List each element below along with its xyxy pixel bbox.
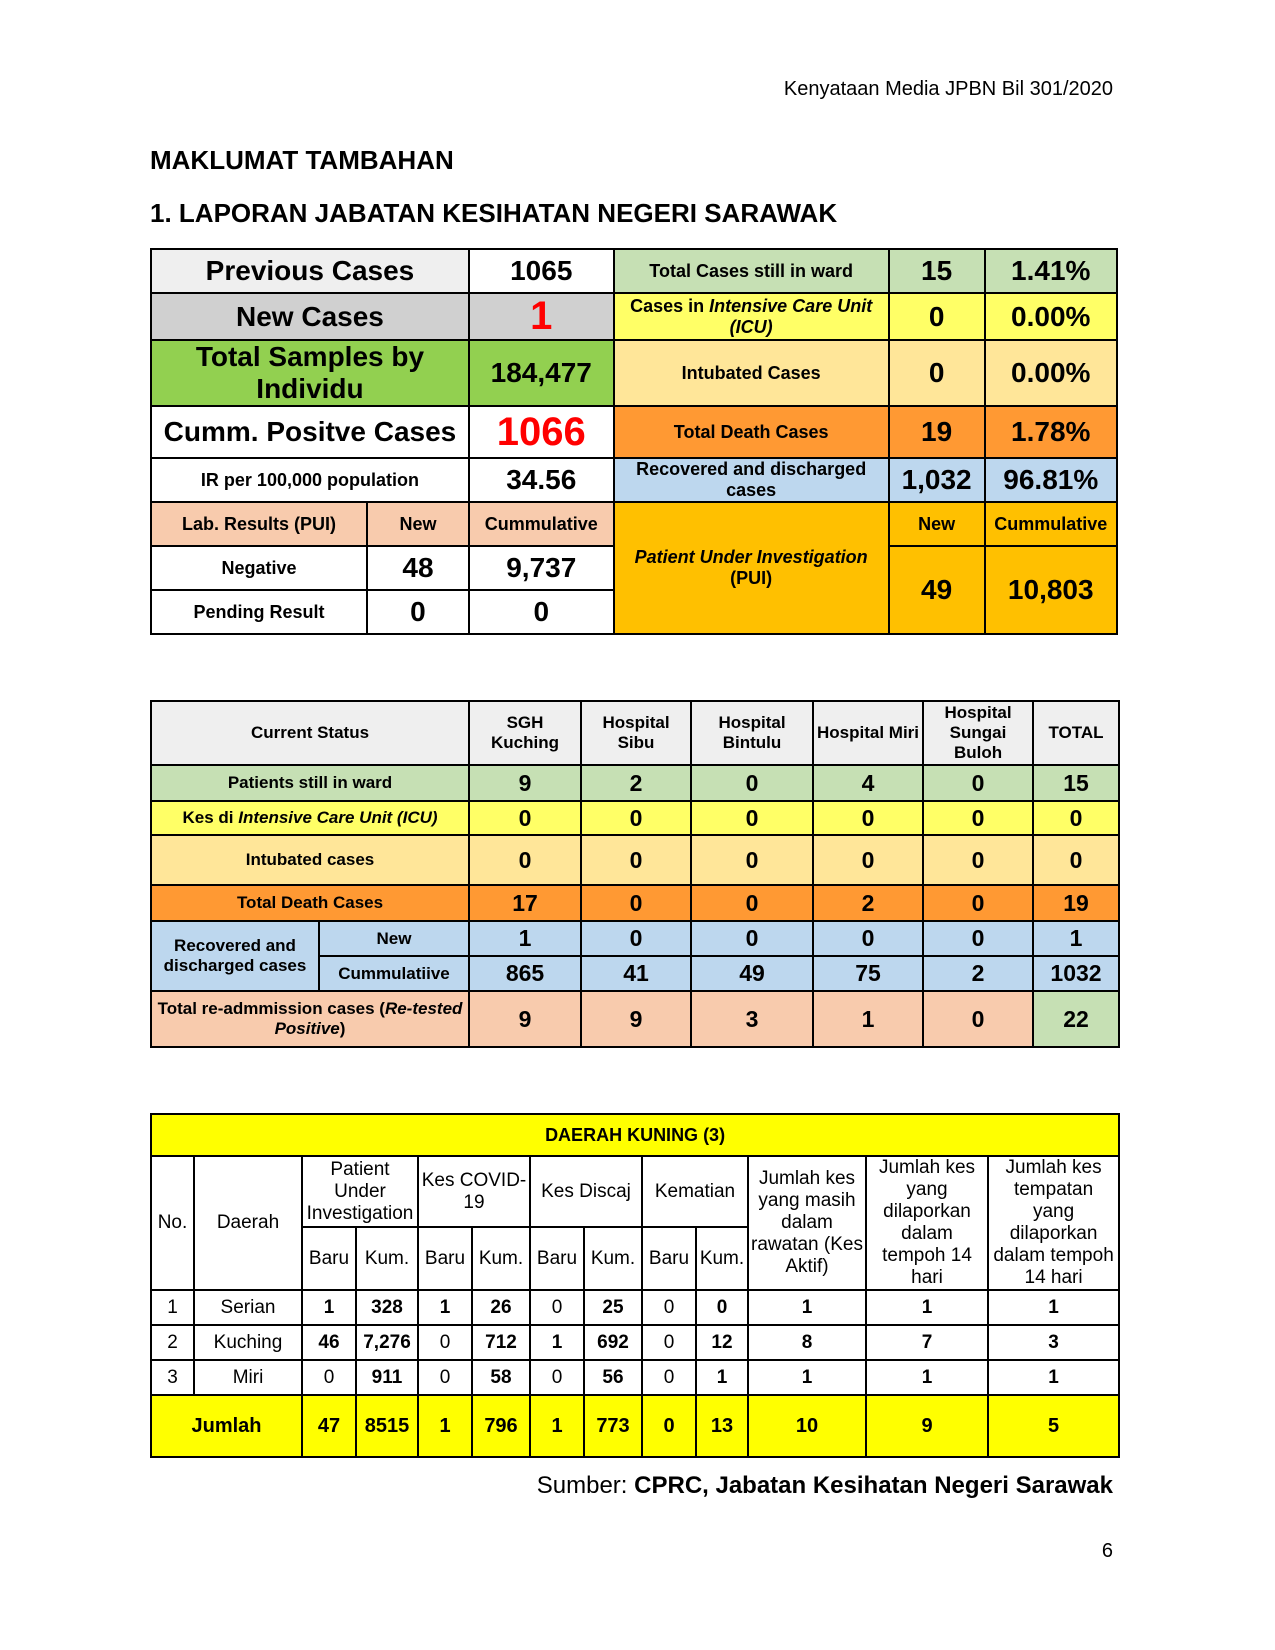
icu-label-italic: Intensive Care Unit (ICU) (709, 295, 873, 337)
header-lapor-14-hari: Jumlah kes yang dilaporkan dalam tempoh 14 hari (866, 1156, 988, 1290)
row-cell: 0 (696, 1290, 748, 1325)
row-daerah: Miri (194, 1360, 302, 1395)
table-row (151, 1290, 1119, 1325)
row-cell: 26 (472, 1290, 530, 1325)
source-note (537, 1472, 1113, 1500)
header-hospital-sungai-buloh: Hospital Sungai Buloh (923, 701, 1033, 765)
death-label: Total Death Cases (614, 406, 889, 458)
negative-new: 48 (367, 546, 469, 590)
intubated-percent: 0.00% (985, 340, 1118, 406)
death-cell: 0 (691, 885, 813, 921)
row-cell: 1 (418, 1290, 472, 1325)
previous-cases-value: 1065 (469, 249, 614, 293)
readmission-cell: 0 (923, 991, 1033, 1047)
row-no: 1 (151, 1290, 194, 1325)
header-kematian: Kematian (642, 1156, 748, 1227)
row-cell: 7 (866, 1325, 988, 1360)
row-cell: 712 (472, 1325, 530, 1360)
total-cell: 773 (584, 1395, 642, 1457)
icu-percent: 0.00% (985, 293, 1118, 340)
total-cell: 9 (866, 1395, 988, 1457)
row-cell: 1 (866, 1360, 988, 1395)
new-cases-value: 1 (469, 293, 614, 340)
rec-cumm-cell: 49 (691, 956, 813, 991)
row-cell: 25 (584, 1290, 642, 1325)
header-hospital-sibu: Hospital Sibu (581, 701, 691, 765)
row-cell: 0 (642, 1360, 696, 1395)
icu-cell: 0 (923, 801, 1033, 835)
ward-label: Total Cases still in ward (614, 249, 889, 293)
icu-label (614, 293, 889, 340)
row-no: 2 (151, 1325, 194, 1360)
cumm-positive-value: 1066 (469, 406, 614, 458)
readmission-row-label (151, 991, 469, 1047)
previous-cases-label: Previous Cases (151, 249, 469, 293)
hospital-status-table (150, 700, 1120, 1048)
total-cell: 1 (418, 1395, 472, 1457)
death-percent: 1.78% (985, 406, 1118, 458)
row-cell: 1 (988, 1290, 1119, 1325)
death-cell: 2 (813, 885, 923, 921)
table-row (151, 1360, 1119, 1395)
icu-cell: 0 (581, 801, 691, 835)
lab-new-header: New (367, 502, 469, 546)
row-cell: 1 (302, 1290, 356, 1325)
ward-value: 15 (889, 249, 985, 293)
readmission-cell: 9 (469, 991, 581, 1047)
death-total: 19 (1033, 885, 1119, 921)
pending-cumm: 0 (469, 590, 614, 634)
header-discaj: Kes Discaj (530, 1156, 642, 1227)
intubated-cell: 0 (923, 835, 1033, 885)
negative-label: Negative (151, 546, 367, 590)
rec-cumm-cell: 75 (813, 956, 923, 991)
row-cell: 0 (642, 1290, 696, 1325)
icu-row-label-italic: Intensive Care Unit (ICU) (238, 808, 438, 827)
subheader-baru: Baru (302, 1227, 356, 1290)
pui-label (614, 502, 889, 634)
pui-label-suffix: (PUI) (730, 568, 773, 588)
section-title: MAKLUMAT TAMBAHAN (150, 145, 454, 175)
header-kes-aktif: Jumlah kes yang masih dalam rawatan (Kes Aktif) (748, 1156, 866, 1290)
icu-total: 0 (1033, 801, 1119, 835)
rec-new-cell: 0 (813, 921, 923, 956)
icu-row-label-prefix: Kes di (182, 808, 239, 827)
row-cell: 3 (988, 1325, 1119, 1360)
readmission-cell: 9 (581, 991, 691, 1047)
rec-new-cell: 1 (469, 921, 581, 956)
total-cell: 10 (748, 1395, 866, 1457)
readmission-total: 22 (1033, 991, 1119, 1047)
row-cell: 1 (696, 1360, 748, 1395)
ward-percent: 1.41% (985, 249, 1118, 293)
header-covid: Kes COVID-19 (418, 1156, 530, 1227)
subheader-kum: Kum. (696, 1227, 748, 1290)
intubated-cell: 0 (813, 835, 923, 885)
intubated-total: 0 (1033, 835, 1119, 885)
page-number: 6 (1101, 1540, 1113, 1562)
icu-label-prefix: Cases in (630, 295, 710, 316)
row-cell: 46 (302, 1325, 356, 1360)
pui-new-header: New (889, 502, 985, 546)
ward-cell: 0 (691, 765, 813, 801)
recovered-row-label: Recovered and discharged cases (151, 921, 319, 991)
ward-cell: 2 (581, 765, 691, 801)
header-current-status: Current Status (151, 701, 469, 765)
lab-results-label: Lab. Results (PUI) (151, 502, 367, 546)
page-header-reference: Kenyataan Media JPBN Bil 301/2020 (783, 78, 1113, 100)
rec-cumm-cell: 865 (469, 956, 581, 991)
row-cell: 1 (748, 1290, 866, 1325)
readmission-cell: 3 (691, 991, 813, 1047)
report-title: 1. LAPORAN JABATAN KESIHATAN NEGERI SARAWAK (150, 198, 838, 228)
header-no: No. (151, 1156, 194, 1290)
subheader-baru: Baru (642, 1227, 696, 1290)
source-text: CPRC, Jabatan Kesihatan Negeri Sarawak (634, 1472, 1113, 1499)
pui-new-value: 49 (889, 546, 985, 634)
new-cases-label: New Cases (151, 293, 469, 340)
recovered-value: 1,032 (889, 458, 985, 502)
daerah-kuning-table (150, 1113, 1120, 1458)
pui-cumm-value: 10,803 (985, 546, 1118, 634)
header-daerah: Daerah (194, 1156, 302, 1290)
summary-table (150, 248, 1118, 635)
death-value: 19 (889, 406, 985, 458)
recovered-percent: 96.81% (985, 458, 1118, 502)
icu-value: 0 (889, 293, 985, 340)
header-total: TOTAL (1033, 701, 1119, 765)
rec-cumm-label: Cummulatiive (319, 956, 469, 991)
row-cell: 1 (866, 1290, 988, 1325)
row-cell: 12 (696, 1325, 748, 1360)
pending-new: 0 (367, 590, 469, 634)
intubated-label: Intubated Cases (614, 340, 889, 406)
row-cell: 0 (302, 1360, 356, 1395)
header-pui: Patient Under Investigation (302, 1156, 418, 1227)
subheader-baru: Baru (418, 1227, 472, 1290)
subheader-kum: Kum. (472, 1227, 530, 1290)
ward-row-label: Patients still in ward (151, 765, 469, 801)
icu-row-label (151, 801, 469, 835)
row-cell: 58 (472, 1360, 530, 1395)
row-daerah: Serian (194, 1290, 302, 1325)
ward-cell: 4 (813, 765, 923, 801)
intubated-value: 0 (889, 340, 985, 406)
cumm-positive-label: Cumm. Positve Cases (151, 406, 469, 458)
intubated-cell: 0 (691, 835, 813, 885)
ir-value: 34.56 (469, 458, 614, 502)
row-cell: 1 (988, 1360, 1119, 1395)
readmission-label-suffix: ) (339, 1019, 346, 1038)
rec-new-cell: 0 (691, 921, 813, 956)
ward-total: 15 (1033, 765, 1119, 801)
row-cell: 328 (356, 1290, 418, 1325)
icu-cell: 0 (469, 801, 581, 835)
row-no: 3 (151, 1360, 194, 1395)
source-prefix: Sumber: (536, 1472, 635, 1499)
subheader-kum: Kum. (356, 1227, 418, 1290)
ward-cell: 9 (469, 765, 581, 801)
total-cell: 0 (642, 1395, 696, 1457)
total-cell: 1 (530, 1395, 584, 1457)
rec-cumm-cell: 2 (923, 956, 1033, 991)
total-cell: 13 (696, 1395, 748, 1457)
readmission-label-prefix: Total re-admmission cases ( (157, 999, 385, 1018)
header-sgh-kuching: SGH Kuching (469, 701, 581, 765)
ir-label: IR per 100,000 population (151, 458, 469, 502)
readmission-cell: 1 (813, 991, 923, 1047)
row-cell: 1 (748, 1360, 866, 1395)
header-tempatan-14-hari: Jumlah kes tempatan yang dilaporkan dalam tempoh 14 hari (988, 1156, 1119, 1290)
negative-cumm: 9,737 (469, 546, 614, 590)
rec-new-cell: 0 (581, 921, 691, 956)
lab-cumm-header: Cummulative (469, 502, 614, 546)
samples-value: 184,477 (469, 340, 614, 406)
row-cell: 0 (418, 1325, 472, 1360)
intubated-cell: 0 (581, 835, 691, 885)
total-cell: 796 (472, 1395, 530, 1457)
intubated-row-label: Intubated cases (151, 835, 469, 885)
death-cell: 17 (469, 885, 581, 921)
pui-cumm-header: Cummulative (985, 502, 1118, 546)
total-cell: 8515 (356, 1395, 418, 1457)
daerah-kuning-banner: DAERAH KUNING (3) (151, 1114, 1119, 1156)
total-cell: 5 (988, 1395, 1119, 1457)
total-label: Jumlah (151, 1395, 302, 1457)
row-cell: 7,276 (356, 1325, 418, 1360)
rec-cumm-total: 1032 (1033, 956, 1119, 991)
recovered-label: Recovered and discharged cases (614, 458, 889, 502)
row-cell: 0 (418, 1360, 472, 1395)
rec-new-cell: 0 (923, 921, 1033, 956)
header-hospital-bintulu: Hospital Bintulu (691, 701, 813, 765)
subheader-baru: Baru (530, 1227, 584, 1290)
death-row-label: Total Death Cases (151, 885, 469, 921)
readmission-label-italic: Re-tested Positive (274, 999, 463, 1038)
total-cell: 47 (302, 1395, 356, 1457)
death-cell: 0 (581, 885, 691, 921)
samples-label: Total Samples by Individu (151, 340, 469, 406)
rec-cumm-cell: 41 (581, 956, 691, 991)
intubated-cell: 0 (469, 835, 581, 885)
row-cell: 8 (748, 1325, 866, 1360)
row-cell: 692 (584, 1325, 642, 1360)
row-cell: 56 (584, 1360, 642, 1395)
header-hospital-miri: Hospital Miri (813, 701, 923, 765)
icu-cell: 0 (813, 801, 923, 835)
row-cell: 1 (530, 1325, 584, 1360)
pui-label-italic: Patient Under Investigation (634, 547, 868, 567)
rec-new-total: 1 (1033, 921, 1119, 956)
ward-cell: 0 (923, 765, 1033, 801)
icu-cell: 0 (691, 801, 813, 835)
rec-new-label: New (319, 921, 469, 956)
total-row (151, 1395, 1119, 1457)
subheader-kum: Kum. (584, 1227, 642, 1290)
row-cell: 0 (642, 1325, 696, 1360)
row-cell: 0 (530, 1360, 584, 1395)
row-cell: 911 (356, 1360, 418, 1395)
death-cell: 0 (923, 885, 1033, 921)
row-daerah: Kuching (194, 1325, 302, 1360)
table-row (151, 1325, 1119, 1360)
row-cell: 0 (530, 1290, 584, 1325)
pending-label: Pending Result (151, 590, 367, 634)
